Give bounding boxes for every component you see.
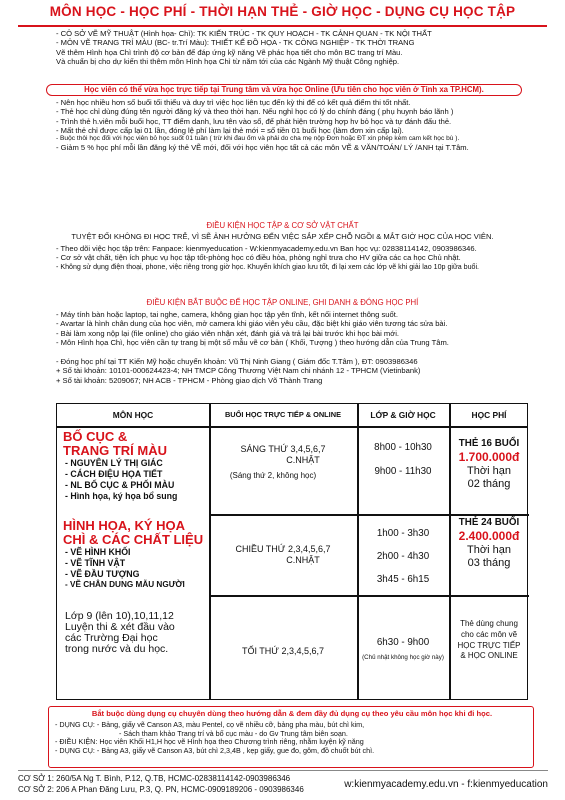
rule-item: - Buộc thôi học đối với học viên bỏ học suốt 01 tuần ( trừ khi đau ốm và phải do cha mẹ nộp Đơn hoặc ĐT xin phép kèm cam kết học bù ). (56, 135, 460, 142)
schedule-note: (Sáng thứ 2, không học) (229, 470, 317, 480)
rule-item: - Trình thẻ h.viên mỗi buổi học, TT điểm danh, lưu tên vào sổ, để phát hiện trường hợp hv bỏ học và tự đánh đấu thẻ. (56, 116, 452, 126)
topic-item: - NL BỐ CỤC & PHỐI MÀU (65, 480, 175, 491)
exam-prep-line: trong nước và du học. (65, 643, 169, 656)
exam-prep-line: Lớp 9 (lên 10),10,11,12 (65, 610, 174, 622)
online-condition-item: - Máy tính bàn hoặc laptop, tai nghe, camera, không gian học tập yên tĩnh, kết nối internet thông suốt. (56, 310, 398, 319)
fee-card-16 (449, 438, 529, 491)
rule-item: - Mất thẻ chỉ được cấp lại 01 lần, đóng lệ phí làm lại thẻ mới = số tiền 01 buổi học (làm đơn xin cấp lại). (56, 125, 404, 135)
materials-list (56, 244, 536, 271)
tools-line: - DỤNG CỤ: - Bảng A3, giấy vẽ Canson A3, bút chì 2,3,4B , kẹp giấy, gue đo, gôm, đồ chuốt bút chì. (55, 745, 375, 755)
time-slot: 2h00 - 4h30 (376, 551, 430, 562)
online-condition-item: - Avartar là hình chân dung của học viên, mở camera khi giáo viên yêu cầu, đặc biệt khi giáo viên tương tác sửa bài. (56, 319, 448, 329)
schedule-morning (209, 444, 357, 481)
footer-web: w:kienmyacademy.edu.vn - f:kienmyeducation (344, 779, 548, 790)
section-lead-materials: TUYỆT ĐỐI KHÔNG ĐI HỌC TRỄ, VÌ SẼ ẢNH HƯỞNG ĐẾN VIỆC SẮP XẾP CHỖ NGỒI & MẮT GIỜ HỌC CỦA HỌC VIÊN. (71, 232, 494, 241)
subject-title-line: TRANG TRÍ MÀU (63, 442, 167, 458)
materials-item: - Theo dõi việc học tập trên: Fanpace: kienmyeducation - W:kienmyacademy.edu.vn Ban học vụ: 02838114142, 0903986346. (56, 244, 477, 253)
fee-shared-note (449, 619, 529, 662)
tools-list (55, 721, 533, 756)
fee-card-term: 02 tháng (467, 477, 511, 490)
fee-note-line: HỌC TRỰC TIẾP (457, 640, 521, 650)
subject-title-line: BỐ CỤC & (63, 429, 128, 444)
fee-card-price: 1.700.000đ (458, 449, 520, 464)
fee-note-line: Thẻ dùng chung (460, 619, 518, 628)
time-slot-note: (Chủ nhật không học giờ này) (362, 654, 444, 661)
time-slot: 3h45 - 6h15 (376, 574, 430, 585)
subject-title-line: CHÌ & CÁC CHẤT LIỆU (63, 531, 204, 547)
time-slot: 6h30 - 9h00 (376, 637, 430, 648)
address-1: CƠ SỞ 1: 260/5A Ng T. Bình, P.12, Q.TB, HCMC-02838114142-0903986346 (18, 774, 291, 783)
time-slot: 1h00 - 3h30 (376, 528, 430, 539)
rule-item: - Thẻ học chỉ dùng đúng tên người đăng ký và theo thời hạn. Nếu nghỉ học có lý do chính đáng ( phụ huynh báo lãnh ) (56, 107, 454, 117)
footer (18, 770, 548, 798)
col-header-class-time: LỚP & GIỜ HỌC (370, 410, 436, 420)
topic-item: - VẼ ĐẦU TƯỢNG (65, 569, 140, 580)
fee-note-line: cho các môn vẽ (460, 629, 518, 639)
schedule-afternoon (209, 544, 357, 566)
time-slot: 9h00 - 11h30 (374, 466, 432, 477)
section-heading-materials: ĐIỀU KIỆN HỌC TẬP & CƠ SỞ VẬT CHẤT (206, 221, 359, 230)
schedule-line: C.NHẬT (286, 454, 320, 465)
address-2: CƠ SỞ 2: 206 A Phan Đăng Lưu, P.3, Q. PN, HCMC-0909189206 - 0903986346 (18, 784, 304, 794)
schedule-line: C.NHẬT (286, 554, 320, 565)
tools-line: - ĐIỀU KIỆN: Học viên Khối H1,H học vẽ Hình họa theo Chương trình riêng, nhằm luyện kỹ năng (55, 737, 364, 747)
rule-item: - Nên học nhiều hơn số buổi tối thiểu và duy trì việc học liên tục đến kỳ thi để có kết quả điểm thi tốt nhất. (56, 98, 411, 107)
schedule-line: CHIỀU THỨ 2,3,4,5,6,7 (235, 544, 331, 554)
fee-card-title: THẺ 24 BUỔI (458, 517, 520, 528)
online-condition-item: - Bài làm xong nộp lại (file online) cho giáo viên nhận xét, đánh giá và trả lại bài trước khi học bài mới. (56, 328, 400, 338)
table-header-divider (57, 426, 527, 428)
col-header-schedule: BUỔI HỌC TRỰC TIẾP & ONLINE (224, 410, 342, 419)
fee-card-title: THẺ 16 BUỔI (458, 438, 520, 449)
subject-topics-bocuc (65, 458, 177, 502)
col-header-subject: MÔN HỌC (112, 410, 154, 420)
online-conditions-list (56, 310, 536, 347)
intro-line: Và chuẩn bị cho dự kiến thi thêm môn Hình họa Chì từ năm tới của các Ngành Mỹ thuật Công nghiệp. (56, 56, 400, 66)
fee-card-price: 2.400.000đ (458, 528, 520, 543)
payment-info (56, 357, 536, 385)
tools-line: - DỤNG CỤ: - Bảng, giấy vẽ Canson A3, màu Pentel, cọ vẽ nhiều cỡ, bảng pha màu, bút chì kim, (55, 720, 365, 729)
exam-prep-note (65, 611, 175, 655)
topic-item: - VẼ TĨNH VẬT (65, 558, 126, 569)
table-row-divider (209, 595, 529, 597)
table-row-divider (209, 514, 529, 516)
fee-note-line: & HỌC ONLINE (460, 651, 518, 661)
col-header-fee: HỌC PHÍ (471, 410, 507, 420)
intro-line: - MÔN VẼ TRANG TRÍ MÀU (BC- tr.Trí Màu): THIẾT KẾ ĐỒ HỌA - TK CÔNG NGHIỆP - TK THỜI TRANG (56, 38, 415, 48)
fee-card-term: Thời hạn (467, 464, 511, 477)
online-banner: Học viên có thể vừa học trực tiếp tại Trung tâm và vừa học Online (Ưu tiên cho học viên ở Tỉnh xa TP.HCM). (46, 84, 522, 96)
schedule-evening: TỐI THỨ 2,3,4,5,6,7 (241, 646, 325, 656)
tools-box (48, 706, 534, 768)
intro-line: - CÔ SỞ VẼ MỸ THUẬT (Hình họa- Chì): TK KIẾN TRÚC - TK QUY HOẠCH - TK CẢNH QUAN - TK NỘI THẤT (56, 29, 432, 38)
fee-card-24 (449, 517, 529, 570)
payment-line: - Đóng học phí tại TT Kiến Mỹ hoặc chuyển khoản: Vũ Thị Ninh Giang ( Giám đốc T.Tâm ), ĐT: 0903986346 (56, 357, 418, 366)
subject-title-hinhhoa (63, 519, 203, 546)
subject-title-line: HÌNH HỌA, KÝ HỌA (63, 518, 186, 533)
payment-line: + Số tài khoản: 10101-000624423-4; NH TMCP Công Thương Việt Nam chi nhánh 12 - TPHCM (Vietinbank) (56, 366, 421, 376)
rules-list (56, 98, 536, 152)
footer-addresses (18, 774, 304, 796)
exam-prep-line: Luyện thi & xét đầu vào (65, 621, 175, 634)
schedule-line: SÁNG THỨ 3,4,5,6,7 (240, 444, 326, 454)
topic-item: - NGUYÊN LÝ THỊ GIÁC (65, 458, 163, 468)
intro-block (56, 29, 526, 66)
fee-card-term: Thời hạn (467, 543, 511, 556)
page-title: MÔN HỌC - HỌC PHÍ - THỜI HẠN THẺ - GIỜ HỌC - DỤNG CỤ HỌC TẬP (49, 4, 516, 19)
section-heading-online: ĐIỀU KIỆN BẮT BUỘC ĐỂ HỌC TẬP ONLINE, GHI DANH & ĐÓNG HỌC PHÍ (146, 298, 419, 307)
topic-item: - Hình họa, ký họa bổ sung (65, 491, 178, 502)
online-condition-item: - Môn Hình họa Chì, học viên cần tự trang bị một số mẫu vẽ cơ bản ( Khối, Tượng ) theo hướng dẫn của Trung Tâm. (56, 337, 449, 347)
materials-item: - Không sử dụng điện thoại, phone, việc riêng trong giờ học. Khuyến khích giao lưu tốt, đi lại xem các lớp vẽ khi giải lao 10p giữa buổi. (56, 262, 480, 271)
exam-prep-line: các Trường Đại học (65, 632, 158, 645)
topic-item: - VẼ HÌNH KHỐI (65, 547, 131, 557)
time-slot: 8h00 - 10h30 (374, 442, 432, 453)
title-divider (18, 25, 547, 27)
subject-topics-hinhhoa (65, 547, 185, 591)
materials-item: - Cơ sở vật chất, tiện ích phục vụ học tập tốt-phòng học có điều hòa, phòng nghỉ trưa cho HV giữa các ca học Chủ nhật. (56, 253, 461, 263)
rule-item: - Giảm 5 % học phí mỗi lần đăng ký thẻ VẼ mới, đối với học viên học tất cả các môn VẼ & VĂN/TOÁN/ LÝ /ANH tại T.Tâm. (56, 143, 469, 153)
topic-item: - CÁCH ĐIỆU HỌA TIẾT (65, 469, 163, 480)
topic-item: - VẼ CHÂN DUNG MẪU NGƯỜI (65, 580, 185, 590)
tools-line: - Sách tham khảo Trang trí và bố cục màu - do Gv Trung tâm biên soạn. (119, 728, 348, 738)
fee-card-term: 03 tháng (467, 556, 511, 569)
intro-line: Vẽ thêm Hình họa Chì trình độ cơ bản để đáp ứng kỹ năng Vẽ phác họa tiết cho môn BC trang trí Màu. (56, 47, 403, 57)
tools-heading: Bắt buộc dùng dụng cụ chuyên dùng theo hướng dẫn & đem đầy đủ dụng cụ theo yêu cầu môn học khi đi học. (91, 709, 493, 718)
course-table (56, 403, 528, 700)
subject-title-bocuc (63, 430, 167, 457)
payment-line: + Số tài khoản: 5209067; NH ACB - TPHCM - Phòng giao dịch Võ Thành Trang (56, 375, 323, 385)
